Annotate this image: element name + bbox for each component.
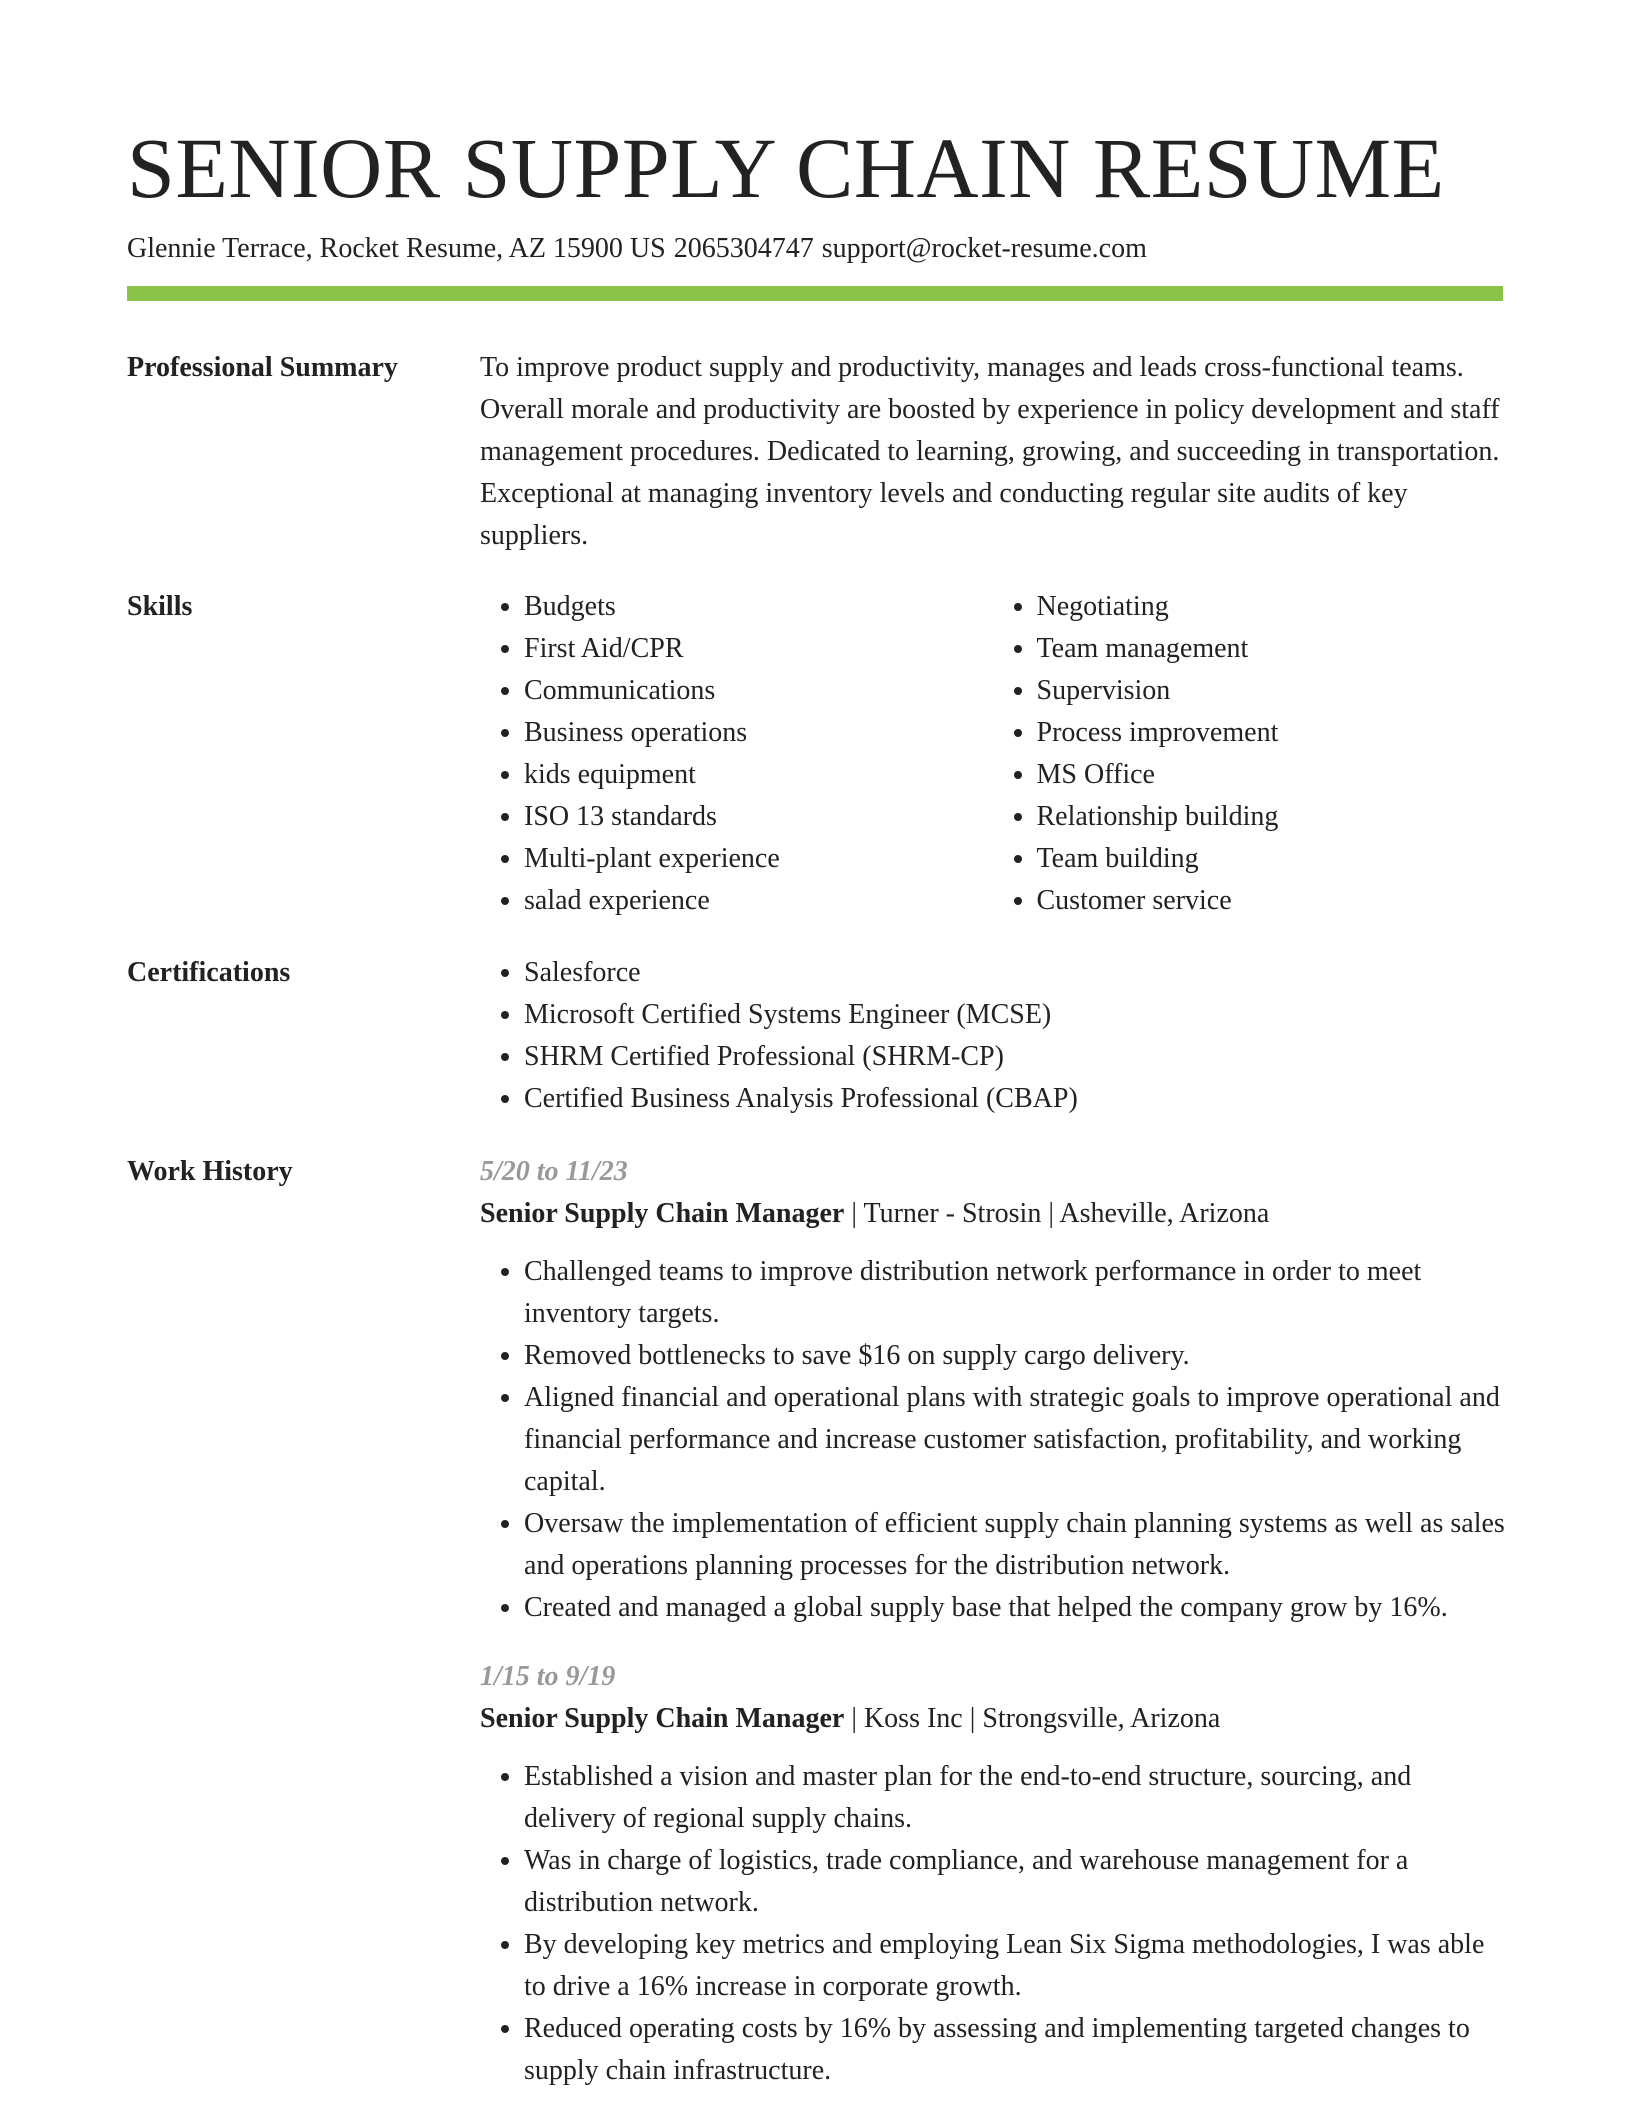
contact-line xyxy=(127,230,1147,268)
summary-section xyxy=(480,347,1505,557)
skill-item: • Team management xyxy=(1037,628,1506,670)
skill-item: • Business operations xyxy=(524,712,993,754)
skill-item: • Supervision xyxy=(1037,670,1506,712)
accent-divider xyxy=(127,286,1503,301)
contact-address: Glennie Terrace, Rocket Resume, AZ 15900 US xyxy=(127,233,666,264)
job-bullet: • Reduced operating costs by 16% by assessing and implementing targeted changes to supply chain infrastructure. xyxy=(524,2008,1505,2092)
summary-text: To improve product supply and productivity, manages and leads cross-functional teams. Overall morale and productivity are boosted by experience in policy development and staff management procedures. Dedicated to learning, growing, and succeeding in transportation. Exceptional at managing inventory levels and conducting regular site audits of key suppliers. xyxy=(480,352,1500,551)
certifications-list xyxy=(480,952,1505,1120)
skill-item: • Budgets xyxy=(524,586,993,628)
skill-item: • kids equipment xyxy=(524,754,993,796)
job-bullet: • Created and managed a global supply base that helped the company grow by 16%. xyxy=(524,1587,1505,1629)
job-bullet: • Challenged teams to improve distribution network performance in order to meet inventory targets. xyxy=(524,1251,1505,1335)
skill-item: • Communications xyxy=(524,670,993,712)
job-role: Senior Supply Chain Manager xyxy=(480,1703,845,1734)
skill-item: • Multi-plant experience xyxy=(524,838,993,880)
skill-item: • Negotiating xyxy=(1037,586,1506,628)
work-history-label: Work History xyxy=(127,1156,293,1187)
job-bullet: • Was in charge of logistics, trade compliance, and warehouse management for a distribution network. xyxy=(524,1840,1505,1924)
page-title: SENIOR SUPPLY CHAIN RESUME xyxy=(127,120,1445,216)
skill-item: • Relationship building xyxy=(1037,796,1506,838)
certification-item: • Salesforce xyxy=(524,952,1505,994)
certifications-section xyxy=(480,952,1505,1120)
skill-item: • Customer service xyxy=(1037,880,1506,922)
job-entry xyxy=(480,1151,1505,1629)
job-bullets xyxy=(480,1251,1505,1629)
contact-email: support@rocket-resume.com xyxy=(821,233,1147,264)
skill-item: • First Aid/CPR xyxy=(524,628,993,670)
job-entry xyxy=(480,1656,1505,2092)
skills-list-right xyxy=(993,586,1506,922)
skill-item: • ISO 13 standards xyxy=(524,796,993,838)
job-dates: 1/15 to 9/19 xyxy=(480,1661,616,1692)
job-title-line xyxy=(480,1193,1505,1235)
skills-label: Skills xyxy=(127,591,193,622)
job-title-line xyxy=(480,1698,1505,1740)
skills-list-left xyxy=(480,586,993,922)
job-details: | Koss Inc | Strongsville, Arizona xyxy=(844,1703,1221,1734)
job-bullet: • By developing key metrics and employing Lean Six Sigma methodologies, I was able to drive a 16% increase in corporate growth. xyxy=(524,1924,1505,2008)
skill-item: • MS Office xyxy=(1037,754,1506,796)
certification-item: • Microsoft Certified Systems Engineer (MCSE) xyxy=(524,994,1505,1036)
certifications-label: Certifications xyxy=(127,957,291,988)
job-bullet: • Aligned financial and operational plans with strategic goals to improve operational and financial performance and increase customer satisfaction, profitability, and working capital. xyxy=(524,1377,1505,1503)
job-details: | Turner - Strosin | Asheville, Arizona xyxy=(844,1198,1270,1229)
certification-item: • Certified Business Analysis Professional (CBAP) xyxy=(524,1078,1505,1120)
job-bullet: • Established a vision and master plan for the end-to-end structure, sourcing, and delivery of regional supply chains. xyxy=(524,1756,1505,1840)
job-bullet: • Oversaw the implementation of efficient supply chain planning systems as well as sales and operations planning processes for the distribution network. xyxy=(524,1503,1505,1587)
skills-section xyxy=(480,586,1505,922)
job-dates: 5/20 to 11/23 xyxy=(480,1156,628,1187)
job-bullets xyxy=(480,1756,1505,2092)
skill-item: • Process improvement xyxy=(1037,712,1506,754)
contact-phone: 2065304747 xyxy=(673,233,814,264)
skill-item: • salad experience xyxy=(524,880,993,922)
certification-item: • SHRM Certified Professional (SHRM-CP) xyxy=(524,1036,1505,1078)
skill-item: • Team building xyxy=(1037,838,1506,880)
summary-label: Professional Summary xyxy=(127,352,398,383)
job-role: Senior Supply Chain Manager xyxy=(480,1198,845,1229)
job-bullet: • Removed bottlenecks to save $16 on supply cargo delivery. xyxy=(524,1335,1505,1377)
